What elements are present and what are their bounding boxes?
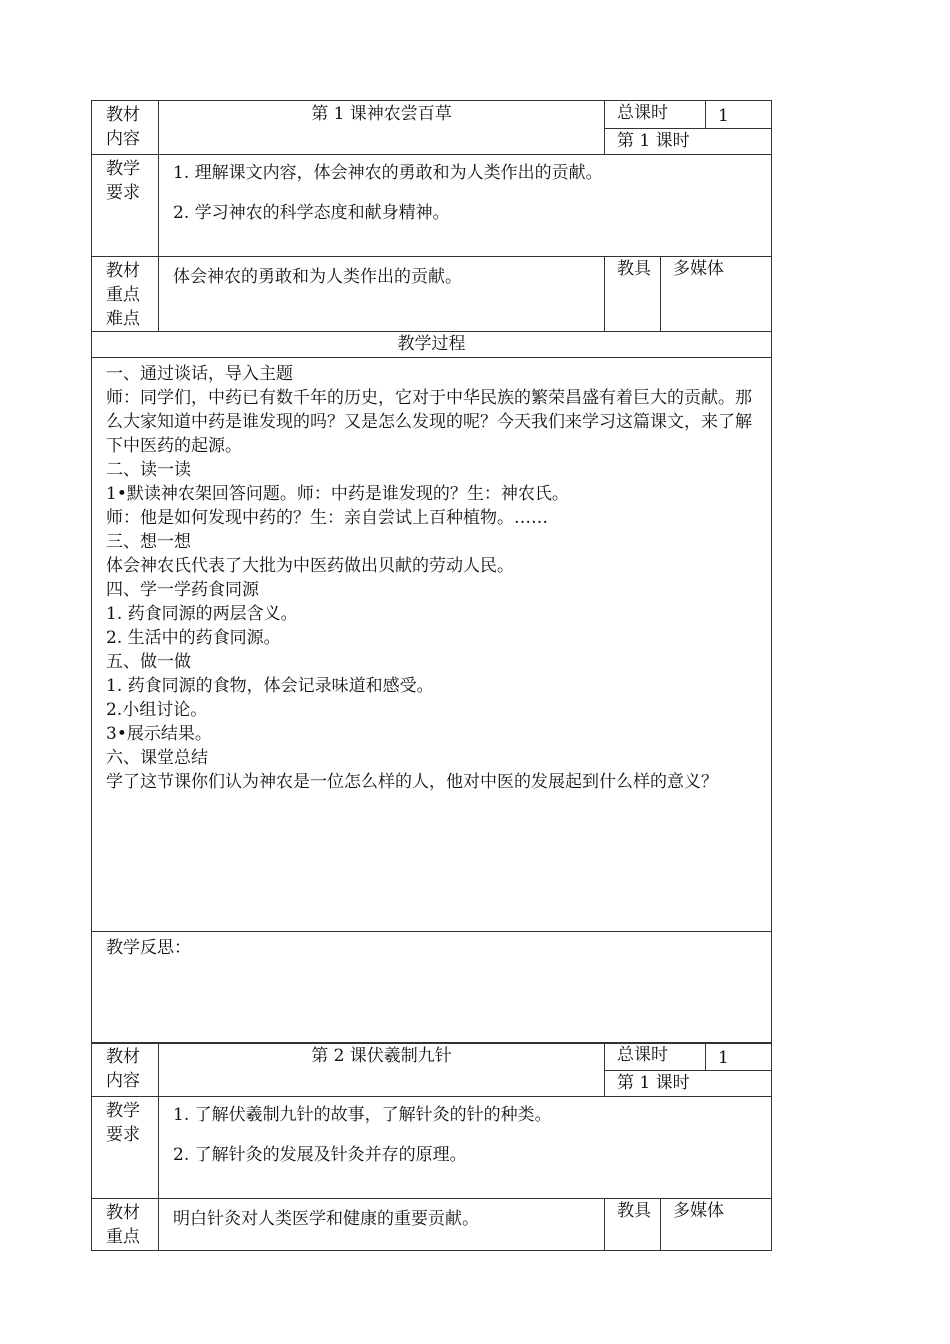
- process-line: 2.小组讨论。: [106, 700, 208, 720]
- process-line: 五、做一做: [106, 652, 191, 672]
- lesson2-table: [91, 1042, 772, 1251]
- teaching-aid-value: 多媒体: [661, 1199, 772, 1251]
- total-hours-label: 总课时: [605, 1043, 706, 1071]
- total-hours-value: 1: [706, 1043, 772, 1071]
- process-line: 六、课堂总结: [106, 748, 208, 768]
- process-line: 三、想一想: [106, 532, 191, 552]
- teaching-reflection: 教学反思：: [92, 932, 772, 1044]
- process-line: 3•展示结果。: [106, 724, 212, 744]
- label-key-points: 教材 重点 难点: [92, 257, 159, 332]
- teaching-aid-label: 教具: [605, 1199, 661, 1251]
- label-requirements: 教学 要求: [92, 1097, 159, 1199]
- process-line: 师：同学们，中药已有数千年的历史，它对于中华民族的繁荣昌盛有着巨大的贡献。那么大家知道中药是谁发现的吗？又是怎么发现的呢？今天我们来学习这篇课文，来了解下中医药的起源。: [106, 388, 752, 456]
- process-line: 学了这节课你们认为神农是一位怎么样的人，他对中医的发展起到什么样的意义？: [106, 772, 718, 792]
- requirement-item: 1. 了解伏羲制九针的故事，了解针灸的针的种类。: [173, 1105, 552, 1125]
- teaching-aid-value: 多媒体: [661, 257, 772, 332]
- label-content: 教材 内容: [92, 101, 159, 155]
- period-label: 第 1 课时: [605, 129, 772, 155]
- process-body: [92, 358, 772, 932]
- requirements: [159, 155, 772, 257]
- period-label: 第 1 课时: [605, 1071, 772, 1097]
- key-points: 体会神农的勇敢和为人类作出的贡献。: [159, 257, 605, 332]
- process-header: 教学过程: [92, 332, 772, 358]
- process-line: 1. 药食同源的食物，体会记录味道和感受。: [106, 676, 434, 696]
- total-hours-value: 1: [706, 101, 772, 129]
- lesson-title: 第 2 课伏羲制九针: [159, 1043, 605, 1097]
- lesson1-table: [91, 100, 772, 1044]
- process-line: 一、通过谈话，导入主题: [106, 364, 293, 384]
- process-line: 2. 生活中的药食同源。: [106, 628, 281, 648]
- label-requirements: 教学 要求: [92, 155, 159, 257]
- requirement-item: 2. 学习神农的科学态度和献身精神。: [173, 203, 450, 223]
- process-line: 体会神农氏代表了大批为中医药做出贝献的劳动人民。: [106, 556, 514, 576]
- key-points: 明白针灸对人类医学和健康的重要贡献。: [159, 1199, 605, 1251]
- process-line: 1•默读神农架回答问题。师：中药是谁发现的？生：神农氏。: [106, 484, 569, 504]
- process-line: 师：他是如何发现中药的？生：亲自尝试上百种植物。……: [106, 508, 548, 528]
- label-key-points: 教材 重点: [92, 1199, 159, 1251]
- requirements: [159, 1097, 772, 1199]
- requirement-item: 2. 了解针灸的发展及针灸并存的原理。: [173, 1145, 467, 1165]
- requirement-item: 1. 理解课文内容，体会神农的勇敢和为人类作出的贡献。: [173, 163, 603, 183]
- process-line: 四、学一学药食同源: [106, 580, 259, 600]
- lesson-title: 第 1 课神农尝百草: [159, 101, 605, 155]
- process-line: 1. 药食同源的两层含义。: [106, 604, 298, 624]
- total-hours-label: 总课时: [605, 101, 706, 129]
- teaching-aid-label: 教具: [605, 257, 661, 332]
- process-line: 二、读一读: [106, 460, 191, 480]
- label-content: 教材 内容: [92, 1043, 159, 1097]
